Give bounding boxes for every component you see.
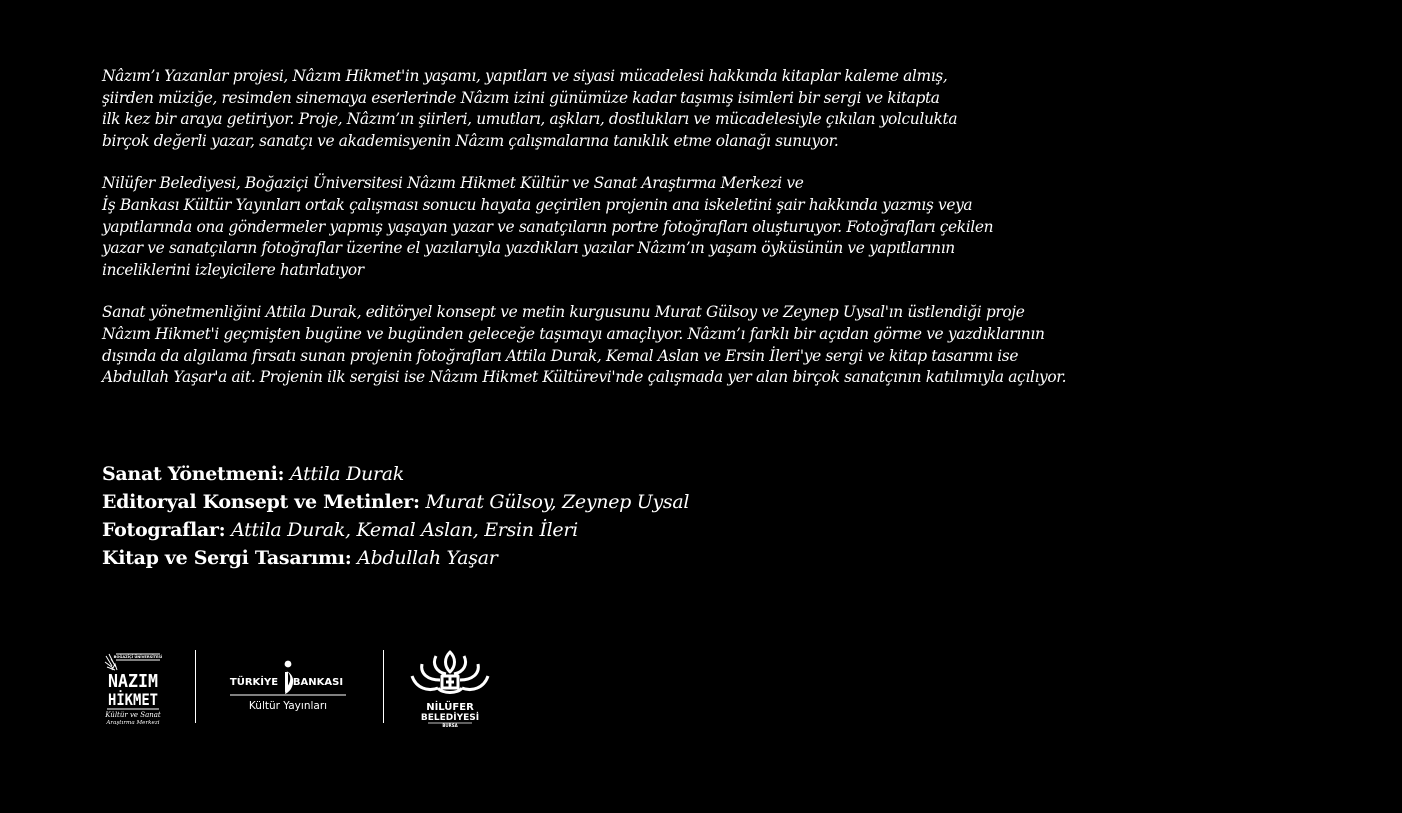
- credit-photographs: [102, 516, 689, 544]
- logo-kultur-text: Kültür ve Sanat: [105, 711, 161, 719]
- paragraph-line: Nâzım Hikmet'i geçmişten bugüne ve bugünden geleceğe taşımayı amaçlıyor. Nâzım’ı farklı bir açıdan görme ve yazdıklarının: [102, 324, 1045, 343]
- project-description: [102, 66, 1342, 410]
- credit-names: Attila Durak, Kemal Aslan, Ersin İleri: [231, 519, 578, 541]
- is-bankasi-logo: [228, 658, 348, 716]
- credit-names: Abdullah Yaşar: [357, 547, 498, 569]
- logo-university-text: BOĞAZİÇİ ÜNİVERSİTESİ: [113, 655, 162, 659]
- intro-paragraph-1: [102, 66, 1342, 152]
- nilufer-belediyesi-logo: [408, 646, 492, 728]
- paragraph-line: dışında da algılama fırsatı sunan projenin fotoğrafları Attila Durak, Kemal Aslan ve Ersin İleri'ye sergi ve kitap tasarımı ise: [102, 346, 1019, 365]
- credit-names: Murat Gülsoy, Zeynep Uysal: [425, 491, 690, 513]
- credit-role: Editoryal Konsept ve Metinler:: [102, 491, 420, 513]
- nazim-hikmet-logo: [102, 650, 162, 728]
- paragraph-line: yapıtlarında ona göndermeler yapmış yaşayan yazar ve sanatçıların portre fotoğrafları oluşturuyor. Fotoğrafları çekilen: [102, 217, 994, 236]
- logo-hikmet-text: HİKMET: [108, 690, 158, 709]
- intro-paragraph-2: [102, 173, 1342, 281]
- paragraph-line: Nâzım’ı Yazanlar projesi, Nâzım Hikmet'in yaşamı, yapıtları ve siyasi mücadelesi hakkında kitaplar kaleme almış,: [102, 67, 948, 85]
- paragraph-line: Nilüfer Belediyesi, Boğaziçi Üniversitesi Nâzım Hikmet Kültür ve Sanat Araştırma Merkezi ve: [102, 174, 804, 193]
- partner-logos: [102, 646, 502, 726]
- credit-role: Kitap ve Sergi Tasarımı:: [102, 547, 352, 569]
- paragraph-line: Sanat yönetmenliğini Attila Durak, editöryel konsept ve metin kurgusunu Murat Gülsoy ve Zeynep Uysal'ın üstlendiği proje: [102, 303, 1025, 322]
- paragraph-line: yazar ve sanatçıların fotoğraflar üzerine el yazılarıyla yazdıkları yazılar Nâzım’ın yaşam öyküsünün ve yapıtlarının: [102, 239, 955, 258]
- lotus-flower-icon: [412, 652, 488, 693]
- logo-belediyesi-text: BELEDİYESİ: [420, 713, 480, 723]
- logo-nilufer-text: NİLÜFER: [426, 702, 474, 713]
- logo-bankasi-text: BANKASI: [292, 677, 344, 688]
- logo-nazim-text: NAZIM: [108, 671, 159, 692]
- credit-design: [102, 544, 689, 572]
- paragraph-line: inceliklerini izleyicilere hatırlatıyor: [102, 260, 364, 279]
- credit-editorial: [102, 488, 689, 516]
- logo-divider: [383, 650, 384, 723]
- credit-role: Fotograflar:: [102, 519, 226, 541]
- paragraph-line: Abdullah Yaşar'a ait. Projenin ilk sergisi ise Nâzım Hikmet Kültürevi'nde çalışmada yer alan birçok sanatçının katılımıyla açılıyor.: [102, 368, 1067, 387]
- paragraph-line: şiirden müziğe, resimden sinemaya eserlerinde Nâzım izini günümüze kadar taşımış isimleri bir sergi ve kitapta: [102, 88, 940, 107]
- credit-names: Attila Durak: [290, 463, 404, 485]
- paragraph-line: birçok değerli yazar, sanatçı ve akademisyenin Nâzım çalışmalarına tanıklık etme olanağı sunuyor.: [102, 131, 839, 150]
- credit-role: Sanat Yönetmeni:: [102, 463, 285, 485]
- logo-merkez-text: Araştırma Merkezi: [106, 720, 160, 726]
- logo-bursa-text: BURSA: [442, 723, 458, 728]
- paragraph-line: İş Bankası Kültür Yayınları ortak çalışması sonucu hayata geçirilen projenin ana iskeletini şair hakkında yazmış veya: [102, 195, 973, 214]
- logo-divider: [195, 650, 196, 723]
- paragraph-line: ilk kez bir araya getiriyor. Proje, Nâzım’ın şiirleri, umutları, aşkları, dostlukları ve mücadelesiyle çıkılan yolculukta: [102, 110, 958, 129]
- logo-turkiye-text: TÜRKİYE: [229, 677, 279, 688]
- logo-kultur-yayinlari-text: Kültür Yayınları: [248, 700, 328, 712]
- credits-list: [102, 460, 689, 572]
- is-bankasi-emblem-icon: [284, 661, 293, 694]
- intro-paragraph-3: [102, 302, 1342, 388]
- credit-art-director: [102, 460, 689, 488]
